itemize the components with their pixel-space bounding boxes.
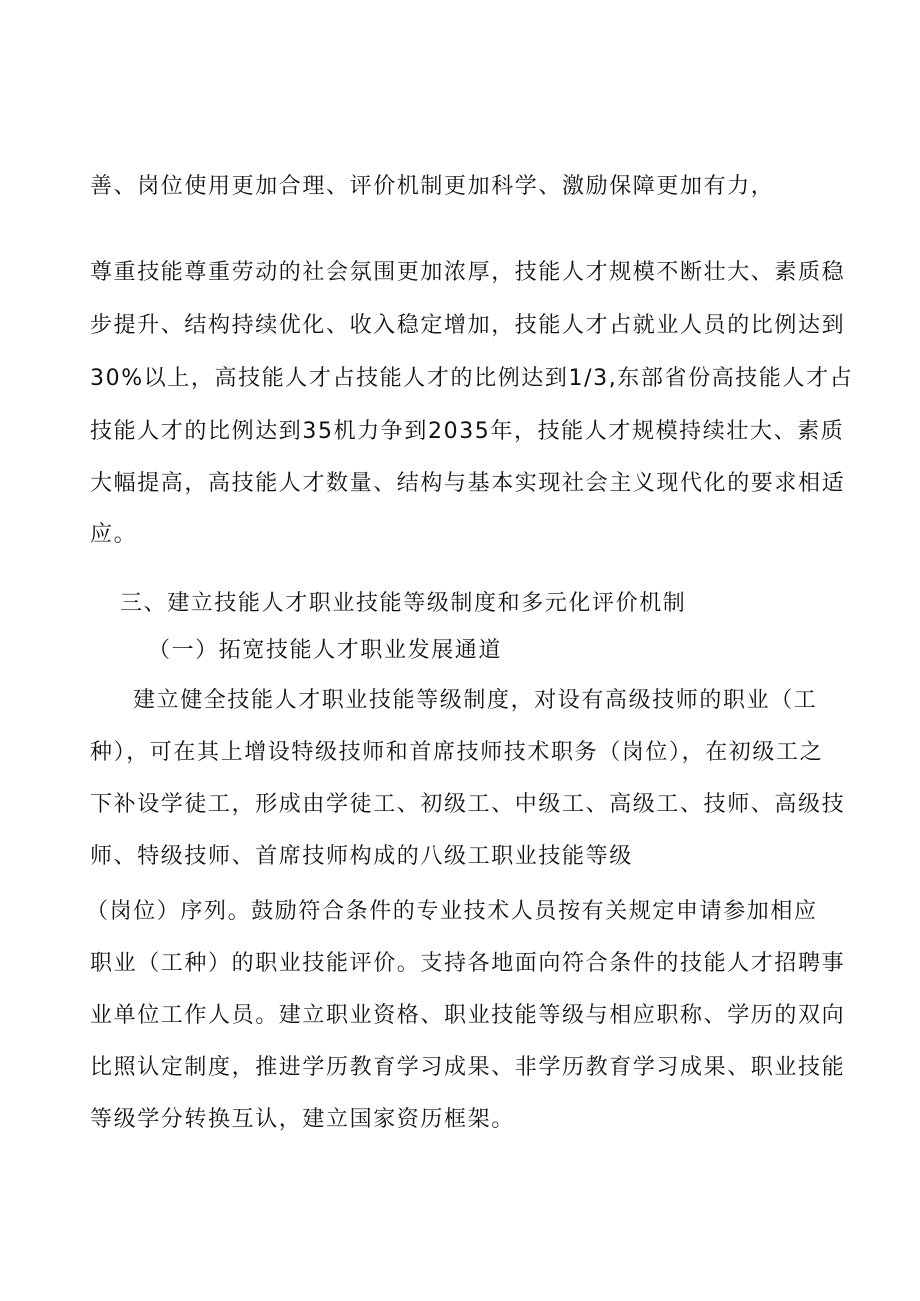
paragraph-line: 大幅提高，高技能人才数量、结构与基本实现社会主义现代化的要求相适 [90, 471, 846, 496]
paragraph-line: 下补设学徒工，形成由学徒工、初级工、中级工、高级工、技师、高级技 [90, 792, 846, 817]
paragraph-line: 比照认定制度，推进学历教育学习成果、非学历教育学习成果、职业技能 [90, 1055, 846, 1080]
paragraph-line: 技能人才的比例达到35机力争到2035年，技能人才规模持续壮大、素质 [90, 419, 845, 444]
paragraph-line: 师、特级技师、首席技师构成的八级工职业技能等级 [90, 844, 633, 869]
paragraph-line: 步提升、结构持续优化、收入稳定增加，技能人才占就业人员的比例达到 [90, 313, 846, 338]
paragraph-line: 应。 [90, 522, 138, 547]
paragraph-line: 尊重技能尊重劳动的社会氛围更加浓厚，技能人才规模不断壮大、素质稳 [90, 260, 846, 285]
subsection-heading: （一）拓宽技能人才职业发展通道 [148, 638, 503, 663]
paragraph-line: 职业（工种）的职业技能评价。支持各地面向符合条件的技能人才招聘事 [90, 951, 846, 976]
section-heading: 三、建立技能人才职业技能等级制度和多元化评价机制 [120, 591, 687, 616]
paragraph-line: 业单位工作人员。建立职业资格、职业技能等级与相应职称、学历的双向 [90, 1003, 846, 1028]
paragraph-line: 建立健全技能人才职业技能等级制度，对设有高级技师的职业（工 [133, 688, 818, 713]
paragraph-line: 种），可在其上增设特级技师和首席技师技术职务（岗位），在初级工之 [90, 740, 824, 765]
paragraph-line: 30%以上，高技能人才占技能人才的比例达到1/3,东部省份高技能人才占 [90, 366, 854, 391]
text-line-continued: 善、岗位使用更加合理、评价机制更加科学、激励保障更加有力， [90, 174, 775, 199]
paragraph-line: （岗位）序列。鼓励符合条件的专业技术人员按有关规定申请参加相应 [86, 899, 818, 924]
paragraph-line: 等级学分转换互认，建立国家资历框架。 [90, 1107, 515, 1132]
